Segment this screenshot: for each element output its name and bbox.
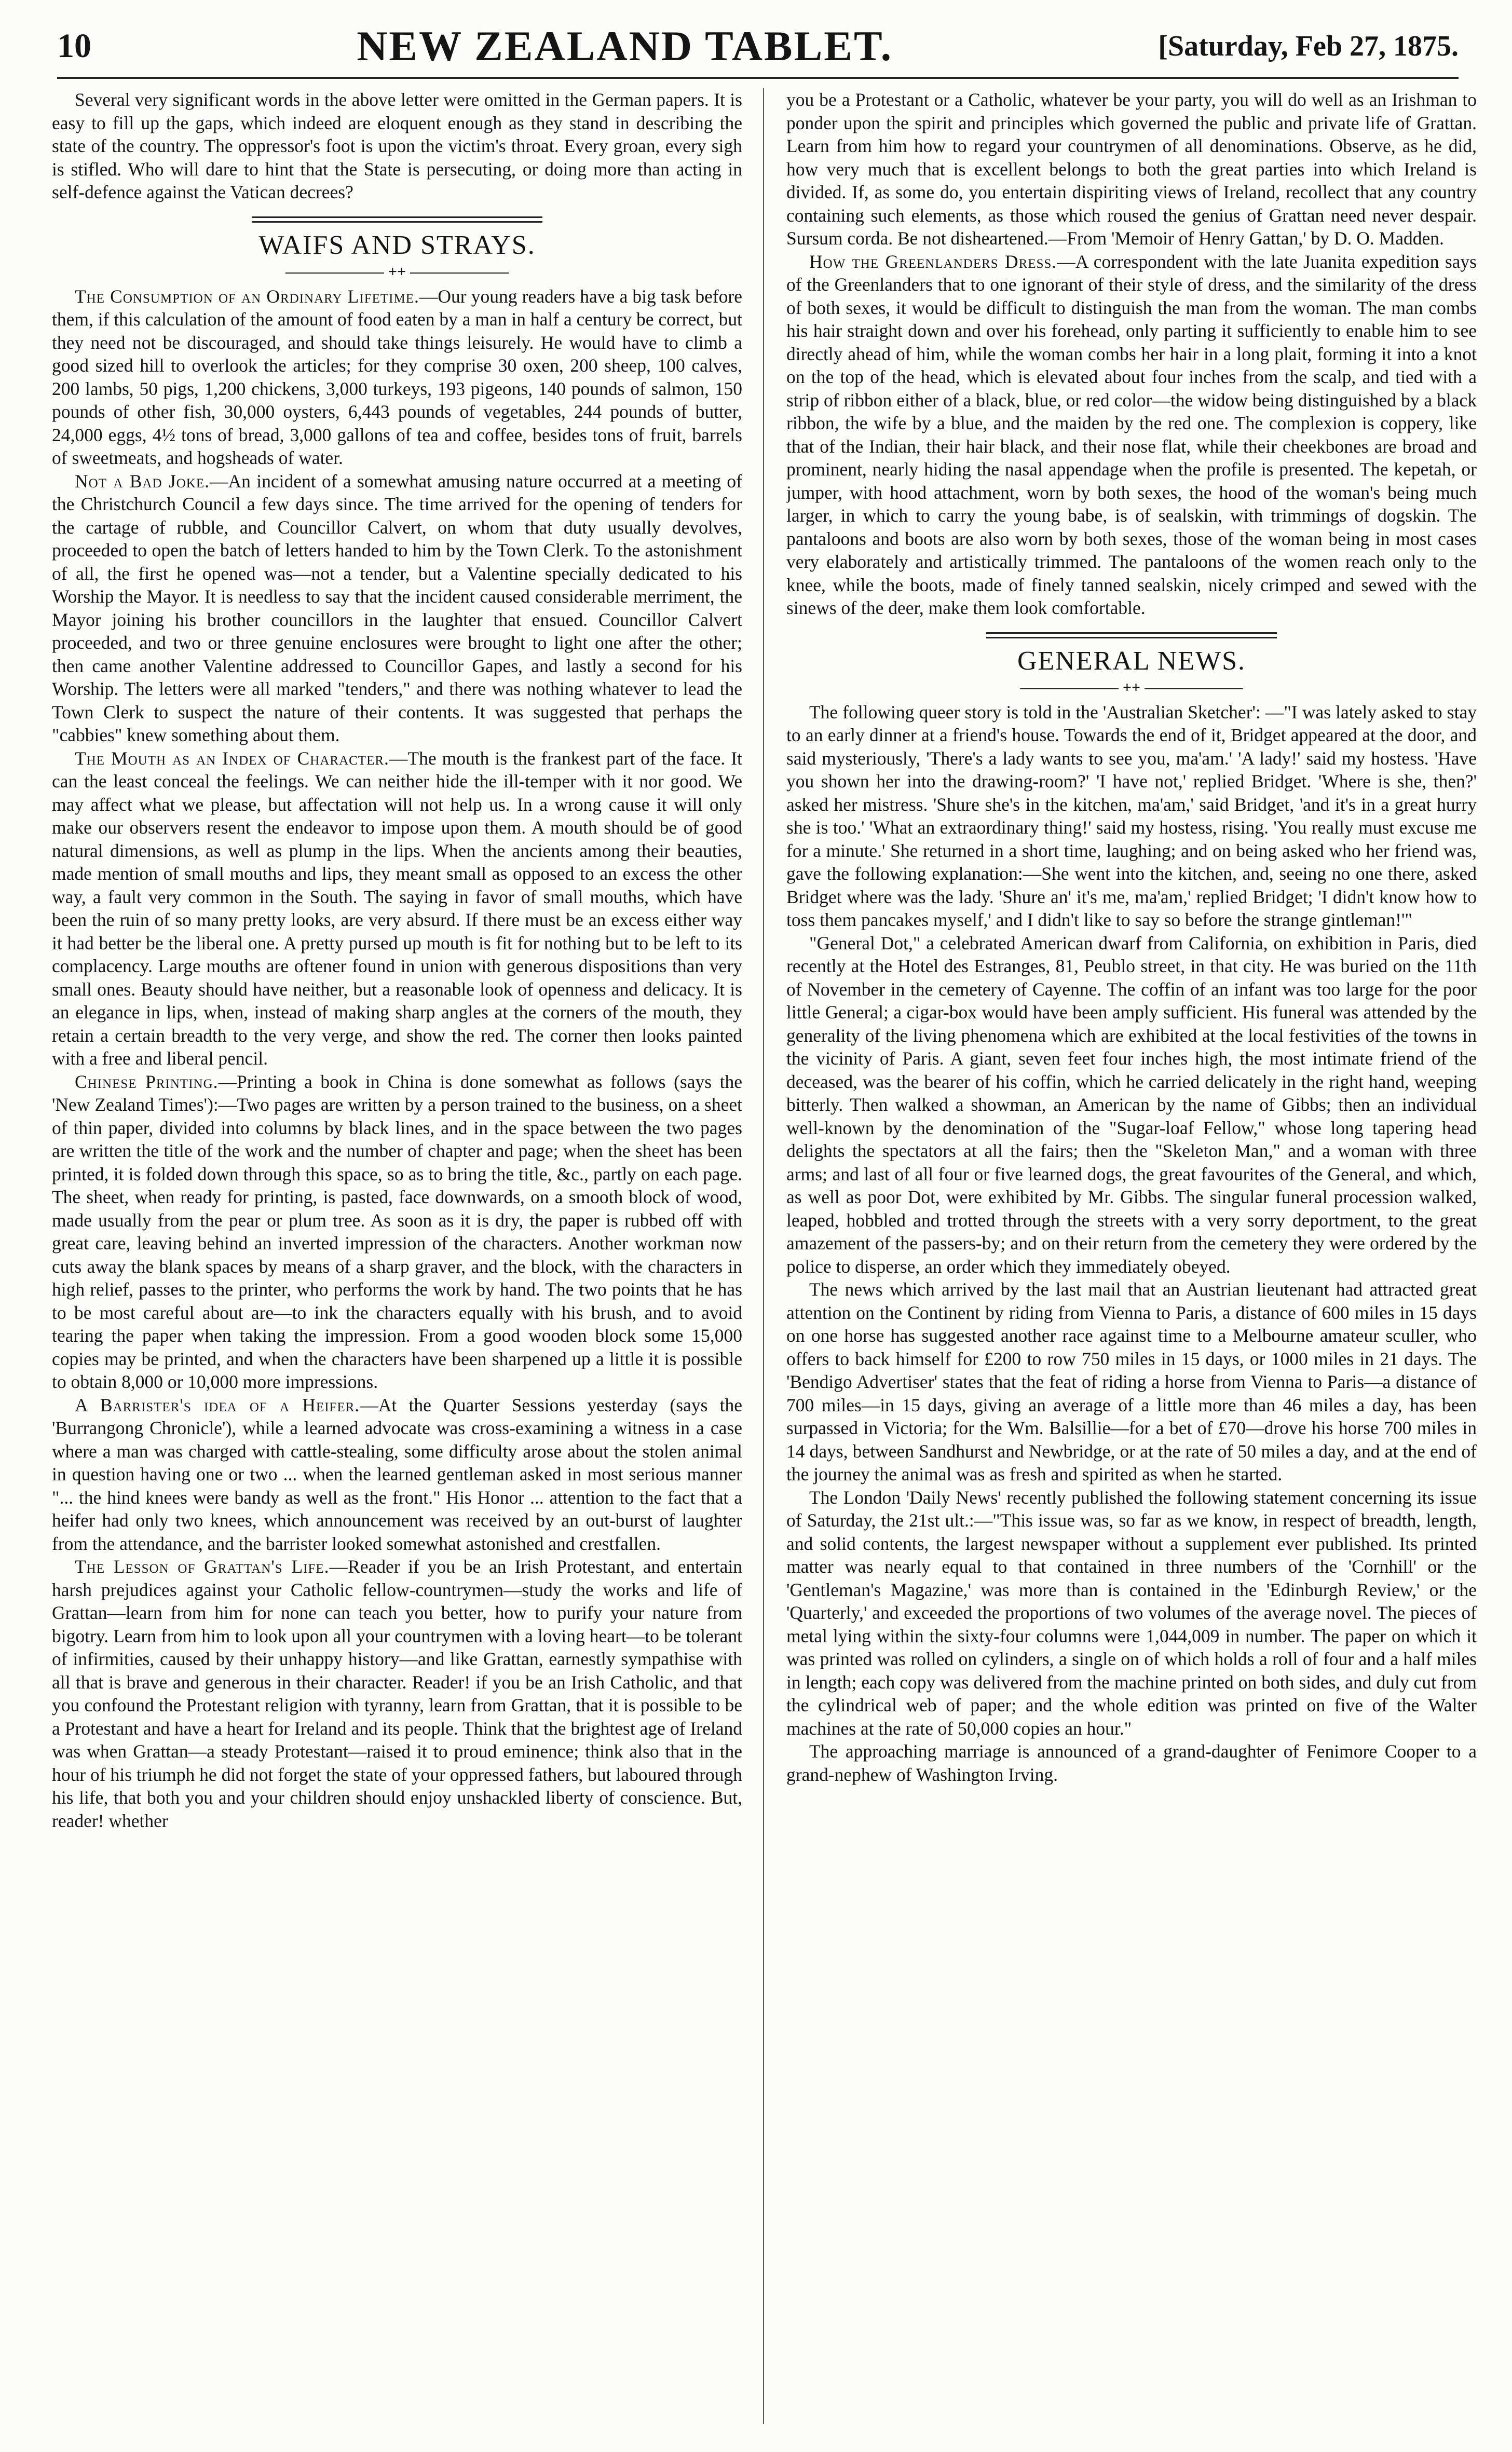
article-mouth bbox=[52, 747, 742, 1070]
article-heading: How the Greenlanders Dress. bbox=[809, 251, 1057, 272]
article-queer-story: The following queer story is told in the 'Australian Sketcher': —"I was lately asked to stay to an early dinner at a friend's house. Towards the end of it, Bridget appeared at the door, and said mysteriously, 'There's a lady wants to see you, ma'am.' 'A lady!' said my hostess. 'Have you shown her into the drawing-room?' 'I have not,' replied Bridget. 'Where is she, then?' asked her mistress. 'Shure she's in the kitchen, ma'am,' said Bridget, 'and it's in a great hurry she is too.' 'What an extraordinary thing!' said my hostess, rising. 'You really must excuse me for a minute.' She returned in a short time, laughing; and on being asked who her friend was, gave the following explanation:—She went into the kitchen, and, seeing no one there, asked Bridget where was the lady. 'Shure an' it's me, ma'am,' replied Bridget; 'I didn't know how to toss them pancakes myself,' and I didn't like to say so before the strange gintleman!'" bbox=[786, 701, 1477, 930]
double-rule bbox=[986, 632, 1277, 638]
article-heifer bbox=[52, 1394, 742, 1556]
article-body: —Reader if you be an Irish Protestant, and entertain harsh prejudices against your Catholic fellow-countrymen—study the works and life of Grattan—learn from him for none can teach you better, how to purify your nature from bigotry. Learn from him to look upon all your countrymen with a loving heart—to be tolerant of infirmities, caused by their unhappy history—and like Grattan, earnestly sympathise with all that is brave and generous in their character. Reader! if you be an Irish Catholic, and that you confound the Protestant religion with tyranny, learn from Grattan, that it is possible to be a Protestant and have a heart for Ireland and its people. Think that the brightest age of Ireland was when Grattan—a steady Protestant—raised it to proud eminence; think also that in the hour of his triumph he did not forget the state of your oppressed fathers, but laboured through his life, that both you and your children should enjoy unshackled liberty of conscience. But, reader! whether bbox=[52, 1556, 742, 1831]
article-heading: The Consumption of an Ordinary Lifetime. bbox=[75, 285, 419, 307]
ornament-divider: ++ bbox=[786, 680, 1477, 696]
newspaper-page bbox=[21, 16, 1486, 2434]
section-title-general-news: GENERAL NEWS. bbox=[1017, 646, 1246, 676]
article-heading: Chinese Printing. bbox=[75, 1071, 219, 1092]
grattan-continuation: you be a Protestant or a Catholic, whatever be your party, you will do well as an Irishman to ponder upon the spirit and principles which governed the public and private life of Grattan. Learn from him how to regard your countrymen of all denominations. Observe, as he did, how very much that is excellent belongs to both the great parties into which Ireland is divided. If, as some do, you entertain dispiriting views of Ireland, recollect that any country containing such elements, as those which roused the genius of Grattan need never despair. Sursum corda. Be not disheartened.—From 'Memoir of Henry Gattan,' by D. O. Madden. bbox=[786, 89, 1477, 249]
section-title-waifs: WAIFS AND STRAYS. bbox=[258, 230, 536, 260]
article-grattan bbox=[52, 1555, 742, 1832]
masthead-title: NEW ZEALAND TABLET. bbox=[357, 22, 893, 70]
article-body: —Our young readers have a big task before them, if this calculation of the amount of food eaten by a man in half a century be correct, but they need not be discouraged, and should take things leisurely. He would have to climb a good sized hill to overlook the articles; for they comprise 30 oxen, 200 sheep, 100 calves, 200 lambs, 50 pigs, 1,200 chickens, 3,000 turkeys, 193 pigeons, 140 pounds of salmon, 150 pounds of other fish, 30,000 oysters, 6,443 pounds of vegetables, 244 pounds of butter, 24,000 eggs, 4½ tons of bread, 3,000 gallons of tea and coffee, besides tons of fruit, barrels of sweetmeats, and hogsheads of water. bbox=[52, 285, 742, 468]
article-consumption bbox=[52, 285, 742, 470]
double-rule bbox=[252, 216, 542, 223]
article-heading: The Lesson of Grattan's Life. bbox=[75, 1556, 330, 1577]
article-daily-news: The London 'Daily News' recently published the following statement concerning its issue of Saturday, the 21st ult.:—"This issue was, so far as we know, in respect of breadth, length, and solid contents, the largest newspaper without a supplement ever published. Its printed matter was nearly equal to that contained in three numbers of the 'Cornhill' or the 'Gentleman's Magazine,' was more than is contained in the 'Edinburgh Review,' or the 'Quarterly,' and exceeded the proportions of two volumes of the average novel. The pieces of metal lying within the sixty-four columns were 1,044,009 in number. The paper on which it was printed was rolled on cylinders, a single on of which holds a roll of four and a half miles in length; each copy was delivered from the machine printed on both sides, and duly cut from the cylindrical web of paper; and the whole edition was printed on five of the Walter machines at the rate of 50,000 copies an hour." bbox=[786, 1487, 1477, 1739]
article-body: —A correspondent with the late Juanita expedition says of the Greenlanders that to one ignorant of their style of dress, and the similarity of the dress of both sexes, it would be difficult to distinguish the man from the woman. The man combs his hair straight down and over his forehead, only parting it sufficiently to enable him to see directly ahead of him, while the woman combs her hair in a long plait, forming it into a knot on the top of the head, which is elevated about four inches from the scalp, and tied with a strip of ribbon either of a black, blue, or red color—the widow being distinguished by a black ribbon, the wife by a blue, and the maiden by the red one. The complexion is coppery, like that of the Indian, their hair black, and their nose flat, while their cheekbones are broad and prominent, nearly hiding the nasal appendage when the profile is presented. The kepetah, or jumper, with hood attachment, worn by both sexes, the hood of the woman's being much larger, in which to carry the young babe, is of sealskin, with trimmings of dogskin. The pantaloons and boots are also worn by both sexes, those of the woman being in most cases very elaborately and artistically trimmed. The pantaloons of the women reach only to the knee, while the boots, made of finely tanned sealskin, nicely crimped and sewed with the sinews of the deer, make them look comfortable. bbox=[786, 251, 1477, 618]
article-heading: The Mouth as an Index of Character. bbox=[75, 747, 389, 769]
article-marriage: The approaching marriage is announced of a grand-daughter of Fenimore Cooper to a grand-nephew of Washington Irving. bbox=[786, 1741, 1477, 1785]
article-austrian-ride: The news which arrived by the last mail that an Austrian lieutenant had attracted great attention on the Continent by riding from Vienna to Paris, a distance of 600 miles in 15 days on one horse has suggested another race against time to a Melbourne amateur sculler, who offers to back himself for £200 to row 750 miles in 15 days, or 1000 miles in 21 days. The 'Bendigo Advertiser' states that the feat of riding a horse from Vienna to Paris—a distance of 700 miles—in 15 days, giving an average of a little more than 46 miles a day, has been surpassed in Victoria; for the Wm. Balsillie—for a bet of £70—drove his horse 700 miles in 14 days, between Sandhurst and Newbridge, or at the rate of 50 miles a day, and at the end of the journey the animal was as fresh and spirited as when he started. bbox=[786, 1279, 1477, 1484]
ornament-divider: ++ bbox=[52, 264, 742, 280]
article-body: —Printing a book in China is done somewhat as follows (says the 'New Zealand Times'):—Two pages are written by a person trained to the business, on a sheet of thin paper, divided into columns by black lines, and in the space between the two pages are written the title of the work and the number of chapter and page; when the sheet has been printed, it is folded down through this space, so as to bring the title, &c., partly on each page. The sheet, when ready for printing, is pasted, face downwards, on a smooth block of wood, made usually from the pear or plum tree. As soon as it is dry, the paper is rubbed off with great care, leaving behind an inverted impression of the characters. Another workman now cuts away the blank spaces by means of a sharp graver, and the block, with the characters in high relief, passes to the printer, who performs the work by hand. The two points that he has to be most careful about are—to ink the characters equally with his brush, and to avoid tearing the paper when taking the impression. From a good wooden block some 15,000 copies may be printed, and when the characters have been sharpened up a little it is possible to obtain 8,000 or 10,000 more impressions. bbox=[52, 1071, 742, 1392]
article-greenlanders bbox=[786, 250, 1477, 620]
article-body: —The mouth is the frankest part of the face. It can the least conceal the feelings. We can neither hide the ill-temper with it nor good. We may affect what we please, but affectation will not help us. In a wrong cause it will only make our observers resent the endeavor to impose upon them. A mouth should be of good natural dimensions, as well as plump in the lips. When the ancients among their beauties, made mention of small mouths and lips, they meant small as opposed to an excess the other way, a fault very common in the South. The saying in favor of small mouths, which have been the ruin of so many pretty looks, are very absurd. If there must be an excess either way it had better be the liberal one. A pretty pursed up mouth is fit for nothing but to be left to its complacency. Large mouths are oftener found in union with generous dispositions than very small ones. Beauty should have neither, but a reasonable look of openness and delicacy. It is an elegance in lips, when, instead of making sharp angles at the corners of the mouth, they retain a certain breadth to the very verge, and show the red. The corner then looks painted with a free and liberal pencil. bbox=[52, 747, 742, 1069]
article-heading: Not a Bad Joke. bbox=[75, 470, 210, 492]
article-joke bbox=[52, 470, 742, 747]
left-column bbox=[52, 88, 742, 2424]
page-number: 10 bbox=[57, 27, 91, 65]
article-body: —An incident of a somewhat amusing nature occurred at a meeting of the Christchurch Council a few days since. The time arrived for the opening of tenders for the cartage of rubble, and Councillor Calvert, on whom that duty usually devolves, proceeded to open the batch of letters handed to him by the Town Clerk. To the astonishment of all, the first he opened was—not a tender, but a Valentine specially dedicated to his Worship the Mayor. It is needless to say that the incident caused considerable merriment, the Mayor joining his brother councillors in the laughter that ensued. Councillor Calvert proceeded, and two or three genuine enclosures were brought to light one after the other; then came another Valentine addressed to Councillor Gapes, and lastly a second for his Worship. The letters were all marked "tenders," and there was nothing whatever to lead the Town Clerk to suspect the nature of their contents. It was suggested that perhaps the "cabbies" knew something about them. bbox=[52, 470, 742, 745]
right-column bbox=[786, 88, 1477, 2424]
article-heading: A Barrister's idea of a Heifer. bbox=[75, 1394, 360, 1415]
intro-paragraph: Several very significant words in the above letter were omitted in the German papers. It is easy to fill up the gaps, which indeed are eloquent enough as they stand in describing the state of the country. The oppressor's foot is upon the victim's throat. Every groan, every sigh is stifled. Who will dare to hint that the State is persecuting, or doing more than acting in self-defence against the Vatican decrees? bbox=[52, 89, 742, 202]
page-header bbox=[57, 16, 1459, 79]
column-rule bbox=[763, 88, 764, 2424]
article-body: —At the Quarter Sessions yesterday (says the 'Burrangong Chronicle'), while a learned advocate was cross-examining a witness in a case where a man was charged with cattle-stealing, some difficulty arose about the stolen animal in question having one or two ... when the learned gentleman asked in most serious manner "... the hind knees were bandy as well as the front." His Honor ... attention to the fact that a heifer had only two knees, which announcement was received by an out-burst of laughter from the attendance, and the barrister looked somewhat astonished and crestfallen. bbox=[52, 1394, 742, 1554]
article-chinese-printing bbox=[52, 1070, 742, 1394]
article-general-dot: "General Dot," a celebrated American dwarf from California, on exhibition in Paris, died recently at the Hotel des Estranges, 81, Peublo street, in that city. He was buried on the 11th of November in the cemetery of Cayenne. The coffin of an infant was too large for the poor little General; a cigar-box would have been amply sufficient. His funeral was attended by the generality of the living phenomena which are exhibited at the local festivities of the towns in the vicinity of Paris. A giant, seven feet four inches high, the most intimate friend of the deceased, was the bearer of his coffin, which he carried delicately in the right hand, weeping bitterly. Then walked a showman, an American by the name of Gibbs; then an individual well-known by the denomination of the "Sugar-loaf Fellow," whose long tapering head delights the spectators at all the fairs; then the "Skeleton Man," and a woman with three arms; and last of all four or five learned dogs, the great favourites of the General, and which, as well as poor Dot, were exhibited by Mr. Gibbs. The singular funeral procession walked, leaped, hobbled and trotted through the streets with a very sorry deportment, to the great amazement of the passers-by; and on their return from the cemetery they were ordered by the police to disperse, an order which they immediately obeyed. bbox=[786, 932, 1477, 1277]
issue-date: [Saturday, Feb 27, 1875. bbox=[1158, 30, 1459, 62]
